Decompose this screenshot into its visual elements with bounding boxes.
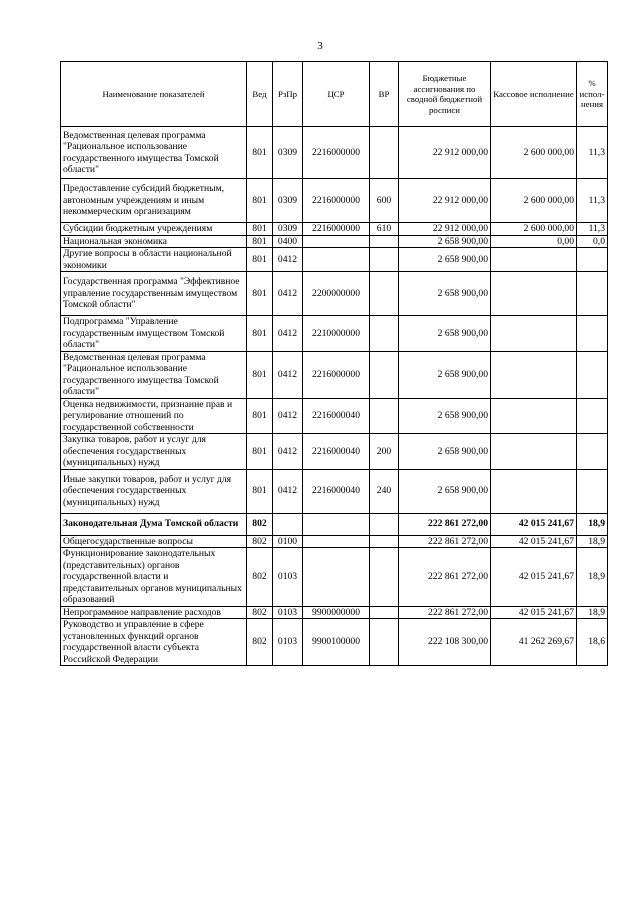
cell-name: Ведомственная целевая программа "Рациональное использование государственного имущества Томской области" bbox=[61, 127, 247, 179]
table-row bbox=[61, 316, 608, 352]
cell-assignments: 222 861 272,00 bbox=[399, 513, 491, 535]
cell-csr: 9900000000 bbox=[303, 606, 370, 619]
cell-rzpr: 0412 bbox=[273, 434, 303, 470]
cell-name: Руководство и управление в сфере установленных функций органов государственной власти субъекта Российской Федерации bbox=[61, 619, 247, 666]
cell-name: Функционирование законодательных (представительных) органов государственной власти и представительных органов муниципальных образований bbox=[61, 548, 247, 607]
cell-rzpr: 0309 bbox=[273, 127, 303, 179]
cell-name: Оценка недвижимости, признание прав и регулирование отношений по государственной собственности bbox=[61, 398, 247, 434]
cell-csr bbox=[303, 235, 370, 248]
header-cash-execution: Кассовое исполнение bbox=[491, 62, 577, 127]
cell-cash-execution: 0,00 bbox=[491, 235, 577, 248]
cell-cash-execution bbox=[491, 351, 577, 398]
cell-name: Законодательная Дума Томской области bbox=[61, 513, 247, 535]
cell-execution-percent: 18,9 bbox=[577, 513, 608, 535]
cell-vr bbox=[370, 316, 399, 352]
cell-assignments: 22 912 000,00 bbox=[399, 127, 491, 179]
cell-vr bbox=[370, 272, 399, 316]
cell-csr bbox=[303, 248, 370, 272]
cell-rzpr: 0412 bbox=[273, 272, 303, 316]
table-row bbox=[61, 535, 608, 548]
cell-assignments: 2 658 900,00 bbox=[399, 469, 491, 513]
cell-rzpr: 0309 bbox=[273, 223, 303, 236]
cell-cash-execution: 42 015 241,67 bbox=[491, 548, 577, 607]
cell-vr bbox=[370, 248, 399, 272]
cell-vr bbox=[370, 606, 399, 619]
cell-name: Национальная экономика bbox=[61, 235, 247, 248]
cell-cash-execution: 2 600 000,00 bbox=[491, 127, 577, 179]
cell-assignments: 22 912 000,00 bbox=[399, 179, 491, 223]
cell-vr bbox=[370, 619, 399, 666]
cell-csr bbox=[303, 535, 370, 548]
cell-cash-execution bbox=[491, 469, 577, 513]
cell-assignments: 2 658 900,00 bbox=[399, 434, 491, 470]
cell-execution-percent bbox=[577, 398, 608, 434]
cell-csr bbox=[303, 513, 370, 535]
cell-rzpr: 0100 bbox=[273, 535, 303, 548]
cell-ved: 801 bbox=[247, 469, 273, 513]
table-row bbox=[61, 548, 608, 607]
cell-execution-percent: 18,9 bbox=[577, 535, 608, 548]
table-row bbox=[61, 513, 608, 535]
cell-execution-percent: 11,3 bbox=[577, 223, 608, 236]
cell-ved: 801 bbox=[247, 351, 273, 398]
cell-csr: 9900100000 bbox=[303, 619, 370, 666]
cell-rzpr: 0400 bbox=[273, 235, 303, 248]
table-row bbox=[61, 469, 608, 513]
cell-execution-percent: 0,0 bbox=[577, 235, 608, 248]
table-row bbox=[61, 606, 608, 619]
cell-execution-percent: 18,9 bbox=[577, 548, 608, 607]
header-name: Наименование показателей bbox=[61, 62, 247, 127]
table-row bbox=[61, 223, 608, 236]
page-number: 3 bbox=[317, 40, 323, 52]
cell-name: Иные закупки товаров, работ и услуг для обеспечения государственных (муниципальных) нужд bbox=[61, 469, 247, 513]
cell-ved: 802 bbox=[247, 513, 273, 535]
cell-vr bbox=[370, 398, 399, 434]
cell-csr: 2216000040 bbox=[303, 469, 370, 513]
cell-ved: 801 bbox=[247, 316, 273, 352]
cell-cash-execution: 2 600 000,00 bbox=[491, 179, 577, 223]
cell-csr bbox=[303, 548, 370, 607]
cell-execution-percent: 11,3 bbox=[577, 179, 608, 223]
cell-execution-percent bbox=[577, 272, 608, 316]
cell-name: Ведомственная целевая программа "Рациональное использование государственного имущества Томской области" bbox=[61, 351, 247, 398]
cell-rzpr: 0103 bbox=[273, 548, 303, 607]
cell-execution-percent bbox=[577, 316, 608, 352]
table-row bbox=[61, 434, 608, 470]
cell-cash-execution: 41 262 269,67 bbox=[491, 619, 577, 666]
cell-rzpr: 0412 bbox=[273, 469, 303, 513]
table-row bbox=[61, 272, 608, 316]
cell-name: Субсидии бюджетным учреждениям bbox=[61, 223, 247, 236]
cell-rzpr: 0103 bbox=[273, 606, 303, 619]
header-assignments: Бюджетные ассигнования по сводной бюджетной росписи bbox=[399, 62, 491, 127]
table-row bbox=[61, 351, 608, 398]
cell-vr bbox=[370, 548, 399, 607]
cell-ved: 802 bbox=[247, 548, 273, 607]
cell-rzpr: 0412 bbox=[273, 351, 303, 398]
cell-name: Закупка товаров, работ и услуг для обеспечения государственных (муниципальных) нужд bbox=[61, 434, 247, 470]
cell-ved: 801 bbox=[247, 223, 273, 236]
table-row bbox=[61, 179, 608, 223]
cell-ved: 801 bbox=[247, 272, 273, 316]
cell-assignments: 2 658 900,00 bbox=[399, 235, 491, 248]
cell-cash-execution: 42 015 241,67 bbox=[491, 606, 577, 619]
cell-csr: 2216000000 bbox=[303, 127, 370, 179]
cell-execution-percent bbox=[577, 248, 608, 272]
cell-assignments: 222 108 300,00 bbox=[399, 619, 491, 666]
cell-csr: 2216000040 bbox=[303, 434, 370, 470]
cell-vr: 600 bbox=[370, 179, 399, 223]
cell-ved: 802 bbox=[247, 619, 273, 666]
cell-vr bbox=[370, 127, 399, 179]
cell-assignments: 2 658 900,00 bbox=[399, 351, 491, 398]
cell-cash-execution bbox=[491, 398, 577, 434]
cell-vr bbox=[370, 351, 399, 398]
cell-rzpr: 0309 bbox=[273, 179, 303, 223]
table-row bbox=[61, 235, 608, 248]
cell-execution-percent: 11,3 bbox=[577, 127, 608, 179]
header-vr: ВР bbox=[370, 62, 399, 127]
cell-rzpr: 0412 bbox=[273, 398, 303, 434]
cell-vr: 610 bbox=[370, 223, 399, 236]
cell-rzpr: 0412 bbox=[273, 248, 303, 272]
table-row bbox=[61, 398, 608, 434]
cell-name: Подпрограмма "Управление государственным имуществом Томской области" bbox=[61, 316, 247, 352]
cell-rzpr: 0103 bbox=[273, 619, 303, 666]
cell-csr: 2210000000 bbox=[303, 316, 370, 352]
cell-vr: 200 bbox=[370, 434, 399, 470]
cell-csr: 2216000000 bbox=[303, 223, 370, 236]
cell-ved: 802 bbox=[247, 535, 273, 548]
cell-execution-percent bbox=[577, 434, 608, 470]
cell-ved: 801 bbox=[247, 235, 273, 248]
cell-cash-execution bbox=[491, 248, 577, 272]
table-row bbox=[61, 127, 608, 179]
cell-assignments: 2 658 900,00 bbox=[399, 316, 491, 352]
cell-execution-percent: 18,6 bbox=[577, 619, 608, 666]
cell-ved: 801 bbox=[247, 248, 273, 272]
table-row bbox=[61, 248, 608, 272]
cell-cash-execution bbox=[491, 434, 577, 470]
cell-cash-execution: 2 600 000,00 bbox=[491, 223, 577, 236]
header-execution-percent: % испол-нения bbox=[577, 62, 608, 127]
cell-ved: 801 bbox=[247, 127, 273, 179]
cell-vr bbox=[370, 513, 399, 535]
cell-csr: 2216000040 bbox=[303, 398, 370, 434]
cell-cash-execution bbox=[491, 272, 577, 316]
cell-csr: 2216000000 bbox=[303, 351, 370, 398]
cell-ved: 801 bbox=[247, 179, 273, 223]
cell-rzpr bbox=[273, 513, 303, 535]
table-header-row bbox=[61, 62, 608, 127]
cell-name: Государственная программа "Эффективное управление государственным имуществом Томской области" bbox=[61, 272, 247, 316]
cell-vr: 240 bbox=[370, 469, 399, 513]
cell-assignments: 222 861 272,00 bbox=[399, 548, 491, 607]
cell-assignments: 222 861 272,00 bbox=[399, 606, 491, 619]
cell-name: Предоставление субсидий бюджетным, автономным учреждениям и иным некоммерческим организациям bbox=[61, 179, 247, 223]
cell-name: Другие вопросы в области национальной экономики bbox=[61, 248, 247, 272]
header-ved: Вед bbox=[247, 62, 273, 127]
cell-assignments: 2 658 900,00 bbox=[399, 398, 491, 434]
header-rzpr: РзПр bbox=[273, 62, 303, 127]
cell-execution-percent bbox=[577, 469, 608, 513]
budget-table bbox=[60, 61, 608, 666]
table-row bbox=[61, 619, 608, 666]
cell-assignments: 22 912 000,00 bbox=[399, 223, 491, 236]
cell-cash-execution: 42 015 241,67 bbox=[491, 535, 577, 548]
cell-assignments: 222 861 272,00 bbox=[399, 535, 491, 548]
cell-execution-percent: 18,9 bbox=[577, 606, 608, 619]
cell-cash-execution bbox=[491, 316, 577, 352]
cell-vr bbox=[370, 235, 399, 248]
cell-name: Непрограммное направление расходов bbox=[61, 606, 247, 619]
cell-name: Общегосударственные вопросы bbox=[61, 535, 247, 548]
cell-ved: 801 bbox=[247, 398, 273, 434]
cell-assignments: 2 658 900,00 bbox=[399, 272, 491, 316]
cell-vr bbox=[370, 535, 399, 548]
cell-assignments: 2 658 900,00 bbox=[399, 248, 491, 272]
cell-execution-percent bbox=[577, 351, 608, 398]
cell-csr: 2200000000 bbox=[303, 272, 370, 316]
cell-rzpr: 0412 bbox=[273, 316, 303, 352]
cell-csr: 2216000000 bbox=[303, 179, 370, 223]
cell-ved: 802 bbox=[247, 606, 273, 619]
header-csr: ЦСР bbox=[303, 62, 370, 127]
cell-cash-execution: 42 015 241,67 bbox=[491, 513, 577, 535]
cell-ved: 801 bbox=[247, 434, 273, 470]
